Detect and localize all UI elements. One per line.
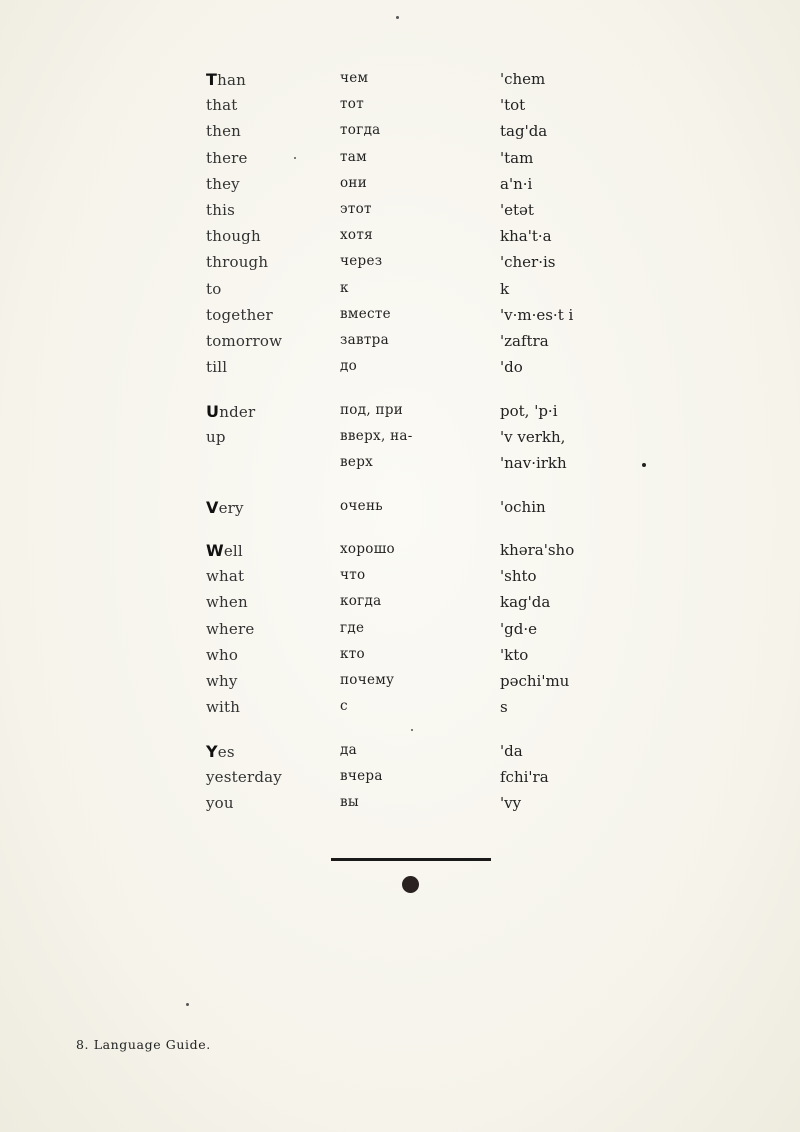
initial-letter: U bbox=[206, 402, 220, 421]
english-word bbox=[206, 402, 255, 421]
english-word: with bbox=[206, 698, 241, 716]
pronunciation: 'v·m·es·t i bbox=[500, 306, 574, 324]
paper-speck bbox=[642, 463, 646, 467]
pronunciation: kha't·a bbox=[500, 227, 552, 245]
russian-word: они bbox=[340, 175, 368, 191]
russian-word: где bbox=[340, 620, 365, 636]
pronunciation: k bbox=[500, 280, 510, 298]
russian-word: вчера bbox=[340, 768, 383, 784]
pronunciation: s bbox=[500, 698, 508, 716]
english-word: then bbox=[206, 122, 242, 140]
pronunciation: tag'da bbox=[500, 122, 548, 140]
paper-speck bbox=[294, 157, 296, 159]
glossary-entry bbox=[0, 96, 800, 122]
pronunciation: 'cher·is bbox=[500, 253, 556, 271]
english-word bbox=[206, 70, 246, 89]
russian-word: кто bbox=[340, 646, 365, 662]
glossary-entry bbox=[0, 454, 800, 480]
russian-word: тогда bbox=[340, 122, 381, 138]
russian-word: к bbox=[340, 280, 349, 296]
pronunciation: pəchi'mu bbox=[500, 672, 570, 690]
glossary-entry bbox=[0, 149, 800, 175]
initial-letter: Y bbox=[206, 742, 218, 761]
russian-word: очень bbox=[340, 498, 383, 514]
pronunciation: 'vy bbox=[500, 794, 522, 812]
english-word: that bbox=[206, 96, 238, 114]
glossary-entry bbox=[0, 794, 800, 820]
english-word: who bbox=[206, 646, 239, 664]
ink-dot-ornament bbox=[402, 876, 419, 893]
english-word: they bbox=[206, 175, 240, 193]
pronunciation: a'n·i bbox=[500, 175, 533, 193]
pronunciation: 'da bbox=[500, 742, 523, 760]
pronunciation: 'do bbox=[500, 358, 523, 376]
english-word: this bbox=[206, 201, 235, 219]
section-end-rule bbox=[331, 858, 491, 861]
russian-word: вместе bbox=[340, 306, 391, 322]
english-word bbox=[206, 498, 244, 517]
glossary-entry bbox=[0, 620, 800, 646]
english-word: there bbox=[206, 149, 248, 167]
pronunciation: 'zaftra bbox=[500, 332, 549, 350]
initial-letter: V bbox=[206, 498, 219, 517]
pronunciation: 'gd·e bbox=[500, 620, 537, 638]
glossary-entry bbox=[0, 498, 800, 524]
glossary-entry bbox=[0, 402, 800, 428]
paper-speck bbox=[411, 729, 413, 731]
paper-speck bbox=[396, 16, 399, 19]
russian-word: с bbox=[340, 698, 348, 714]
russian-word: через bbox=[340, 253, 383, 269]
word-rest: es bbox=[217, 743, 235, 761]
english-word: what bbox=[206, 567, 245, 585]
russian-word: этот bbox=[340, 201, 372, 217]
russian-word: вверх, на- bbox=[340, 428, 413, 444]
pronunciation: 'chem bbox=[500, 70, 546, 88]
russian-word: чем bbox=[340, 70, 369, 86]
glossary-entry bbox=[0, 175, 800, 201]
english-word bbox=[206, 742, 235, 761]
pronunciation: 'etət bbox=[500, 201, 534, 219]
glossary-entry bbox=[0, 742, 800, 768]
glossary-entry bbox=[0, 227, 800, 253]
pronunciation: 'nav·irkh bbox=[500, 454, 567, 472]
glossary-entry bbox=[0, 541, 800, 567]
english-word: tomorrow bbox=[206, 332, 283, 350]
russian-word: вы bbox=[340, 794, 359, 810]
russian-word: да bbox=[340, 742, 357, 758]
paper-speck bbox=[186, 1003, 189, 1006]
glossary-entry bbox=[0, 253, 800, 279]
russian-word: когда bbox=[340, 593, 382, 609]
russian-word: под, при bbox=[340, 402, 404, 418]
english-word: you bbox=[206, 794, 234, 812]
english-word: why bbox=[206, 672, 238, 690]
page-footer: 8. Language Guide. bbox=[76, 1037, 211, 1052]
english-word: where bbox=[206, 620, 255, 638]
glossary-entry bbox=[0, 306, 800, 332]
pronunciation: 'v verkh, bbox=[500, 428, 566, 446]
pronunciation: pot, 'p·i bbox=[500, 402, 558, 420]
glossary-entry bbox=[0, 593, 800, 619]
glossary-entry bbox=[0, 646, 800, 672]
word-rest: han bbox=[217, 71, 246, 89]
pronunciation: 'shto bbox=[500, 567, 537, 585]
english-word: through bbox=[206, 253, 269, 271]
glossary-entry bbox=[0, 280, 800, 306]
glossary-entry bbox=[0, 358, 800, 384]
english-word: together bbox=[206, 306, 273, 324]
word-rest: nder bbox=[219, 403, 256, 421]
pronunciation: 'ochin bbox=[500, 498, 546, 516]
english-word: yesterday bbox=[206, 768, 282, 786]
pronunciation: kag'da bbox=[500, 593, 551, 611]
russian-word: хотя bbox=[340, 227, 373, 243]
russian-word: до bbox=[340, 358, 358, 374]
pronunciation: 'tot bbox=[500, 96, 526, 114]
russian-word: почему bbox=[340, 672, 395, 688]
glossary-entry bbox=[0, 201, 800, 227]
russian-word: там bbox=[340, 149, 367, 165]
glossary-entry bbox=[0, 332, 800, 358]
english-word bbox=[206, 541, 243, 560]
pronunciation: fchi'ra bbox=[500, 768, 549, 786]
pronunciation: 'kto bbox=[500, 646, 529, 664]
english-word: to bbox=[206, 280, 222, 298]
initial-letter: W bbox=[206, 541, 224, 560]
english-word: till bbox=[206, 358, 228, 376]
initial-letter: T bbox=[206, 70, 218, 89]
english-word: up bbox=[206, 428, 226, 446]
glossary-entry bbox=[0, 698, 800, 724]
glossary-entry bbox=[0, 428, 800, 454]
english-word: though bbox=[206, 227, 261, 245]
russian-word: верх bbox=[340, 454, 374, 470]
glossary-entry bbox=[0, 70, 800, 96]
russian-word: завтра bbox=[340, 332, 389, 348]
glossary-entry bbox=[0, 768, 800, 794]
pronunciation: khəra'sho bbox=[500, 541, 575, 559]
word-rest: ell bbox=[223, 542, 243, 560]
glossary-entry bbox=[0, 672, 800, 698]
glossary-entry bbox=[0, 122, 800, 148]
russian-word: хорошо bbox=[340, 541, 395, 557]
glossary-entry bbox=[0, 567, 800, 593]
russian-word: тот bbox=[340, 96, 364, 112]
pronunciation: 'tam bbox=[500, 149, 534, 167]
english-word: when bbox=[206, 593, 248, 611]
russian-word: что bbox=[340, 567, 366, 583]
word-rest: ery bbox=[218, 499, 244, 517]
